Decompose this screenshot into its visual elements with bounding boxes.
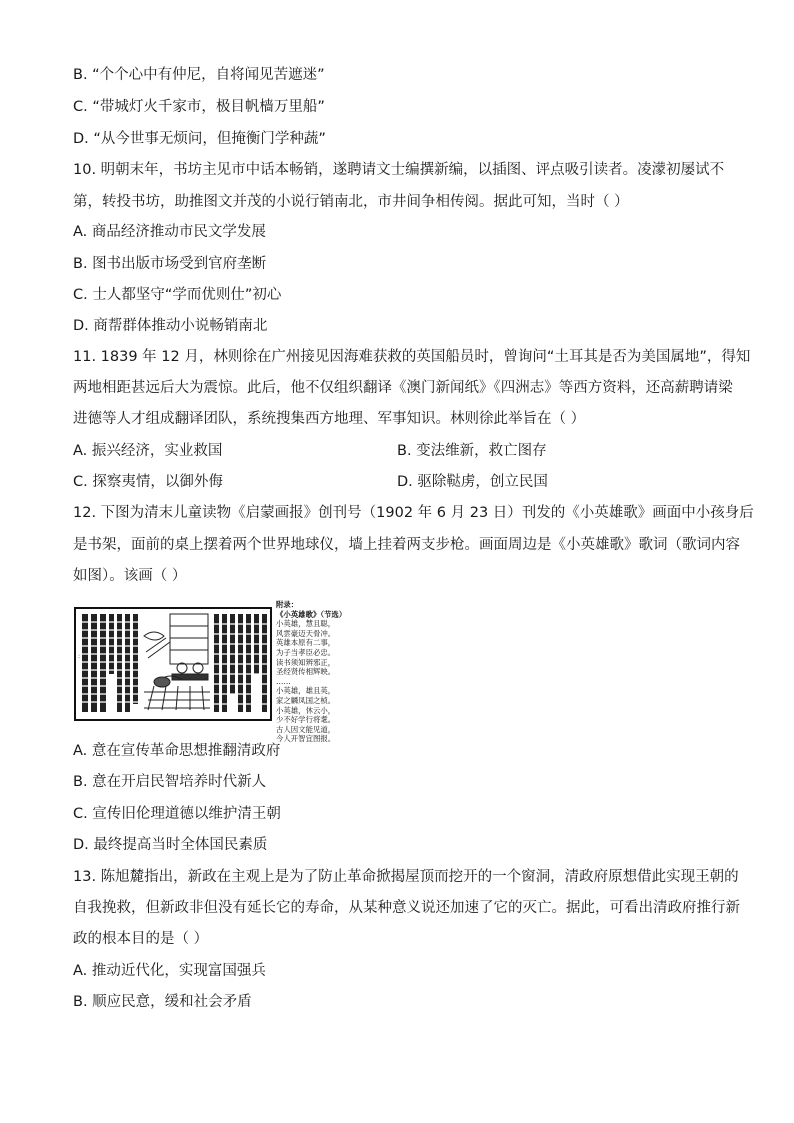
q13-option-b: B. 顺应民意，缓和社会矛盾: [73, 994, 252, 1010]
q12-option-d: D. 最终提高当时全体国民素质: [73, 837, 268, 853]
lyrics-line: 小英雄，慧且聪，: [276, 619, 336, 629]
lyrics-line: 风雲豪迈天骨冲。: [276, 628, 336, 638]
lyrics-line: 家之麟凤国之桢。: [276, 695, 336, 705]
lyrics-line: 古人因文能见道，: [276, 724, 336, 734]
q11-stem-line-1: 11. 1839 年 12 月，林则徐在广州接见因海难获救的英国船员时，曾询问“土耳其是否为美国属地”，得知: [73, 349, 751, 365]
lyrics-line: 少不好学行将耄。: [276, 715, 336, 725]
q12-option-b: B. 意在开启民智培养时代新人: [73, 774, 267, 790]
q10-option-b: B. 图书出版市场受到官府垄断: [73, 256, 267, 272]
q10-option-a: A. 商品经济推动市民文学发展: [73, 224, 266, 240]
lyrics-line: 英雄本原有二事，: [276, 638, 336, 648]
q9-option-c: C. “带城灯火千家市，极目帆樯万里船”: [73, 99, 325, 115]
q11-option-d: D. 驱除鞑虏，创立民国: [397, 474, 548, 490]
woodblock-illustration: [74, 596, 274, 724]
q12-stem-line-3: 如图）。该画（ ）: [73, 568, 187, 584]
q10-stem-line-1: 10. 明朝末年，书坊主见市中话本畅销，遂聘请文士编撰新编，以插图、评点吸引读者。凌濛初屡试不: [73, 162, 725, 178]
lyrics-line: 今人开智宜图报。: [276, 734, 336, 744]
q11-option-a: A. 振兴经济，实业救国: [73, 443, 223, 459]
lyrics-line: 圣经贤传相辉映。: [276, 667, 336, 677]
q13-option-a: A. 推动近代化，实现富国强兵: [73, 963, 266, 979]
q11-option-c: C. 探察夷情，以御外侮: [73, 474, 223, 490]
q12-option-c: C. 宣传旧伦理道德以维护清王朝: [73, 806, 281, 822]
q13-stem-line-1: 13. 陈旭麓指出，新政在主观上是为了防止革命掀揭屋顶而挖开的一个窗洞，清政府原想借此实现王朝的: [73, 869, 739, 885]
lyrics-line: 小英雄，休云小，: [276, 705, 336, 715]
lyrics-caption-appendix: 附录：: [276, 600, 299, 609]
svg-text::: :: [78, 653, 81, 660]
q9-option-b: B. “个个心中有仲尼，自将闻见苦遮迷”: [73, 67, 325, 83]
q10-option-d: D. 商帮群体推动小说畅销南北: [73, 318, 268, 334]
q11-option-b: B. 变法维新，救亡图存: [397, 443, 547, 459]
q12-lyrics-panel: [276, 600, 368, 744]
q13-stem-line-3: 政的根本目的是（ ）: [73, 931, 209, 947]
q10-option-c: C. 士人都坚守“学而优则仕”初心: [73, 287, 282, 303]
q12-stem-line-1: 12. 下图为清末儿童读物《启蒙画报》创刊号（1902 年 6 月 23 日）刊发的《小英雄歌》画面中小孩身后: [73, 505, 754, 521]
lyrics-line: 为子当孝臣必忠。: [276, 647, 336, 657]
q11-stem-line-3: 进德等人才组成翻译团队，系统搜集西方地理、军事知识。林则徐此举旨在（ ）: [73, 411, 586, 427]
lyrics-caption-title: 《小英雄歌》（节选）: [276, 609, 347, 619]
q12-stem-line-2: 是书架，面前的桌上摆着两个世界地球仪，墙上挂着两支步枪。画面周边是《小英雄歌》歌词（歌词内容: [73, 537, 740, 553]
q10-stem-line-2: 第，转投书坊，助推图文并茂的小说行销南北，市井间争相传阅。据此可知，当时（ ）: [73, 194, 629, 210]
lyrics-line: 小英雄，雄且英，: [276, 686, 336, 696]
q11-stem-line-2: 两地相距甚远后大为震惊。此后，他不仅组织翻译《澳门新闻纸》《四洲志》等西方资料，还高薪聘请梁: [73, 380, 733, 396]
q9-option-d: D. “从今世事无烦问，但掩衡门学种蔬”: [73, 131, 326, 147]
q12-option-a: A. 意在宣传革命思想推翻清政府: [73, 743, 281, 759]
q13-stem-line-2: 自我挽救，但新政非但没有延长它的寿命，从某种意义说还加速了它的灭亡。据此，可看出清政府推行新: [73, 900, 740, 916]
lyrics-line: ……: [276, 676, 291, 686]
lyrics-line: 读书须知辨邪正，: [276, 657, 336, 667]
